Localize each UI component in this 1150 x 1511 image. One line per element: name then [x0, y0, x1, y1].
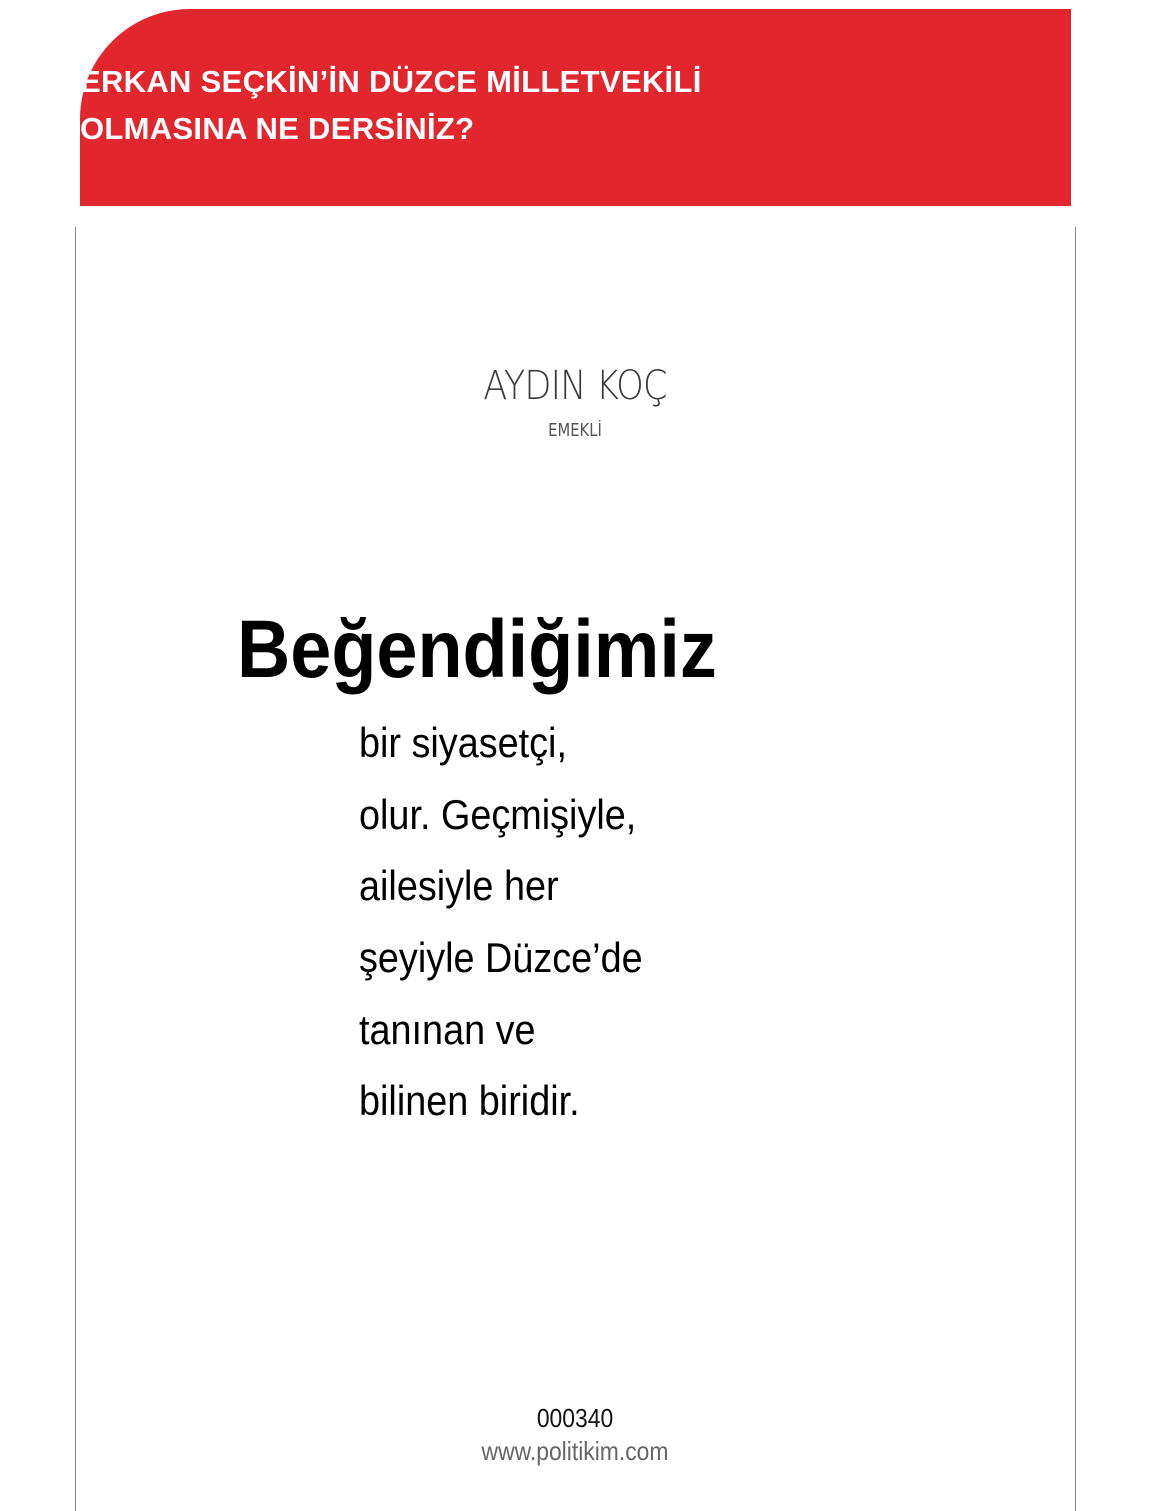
- author-name: AYDIN KOÇ: [483, 363, 667, 409]
- quote-line: olur. Geçmişiyle,: [359, 791, 637, 838]
- title-line-1: ERKAN SEÇKİN’İN DÜZCE MİLLETVEKİLİ: [80, 64, 702, 99]
- quote-headline: Beğendiğimiz: [237, 604, 717, 695]
- quote-line: ailesiyle her: [359, 862, 559, 909]
- quote-line: şeyiyle Düzce’de: [359, 934, 643, 981]
- right-divider: [1075, 227, 1076, 1511]
- title-line-2: OLMASINA NE DERSİNİZ?: [80, 111, 475, 146]
- document-code: 000340: [536, 1403, 614, 1433]
- quote-line: bilinen biridir.: [359, 1077, 580, 1124]
- page-title: [80, 58, 880, 152]
- website-link[interactable]: www.politikim.com: [481, 1436, 669, 1466]
- quote-line: bir siyasetçi,: [359, 719, 567, 766]
- left-divider: [75, 227, 76, 1511]
- quote-line: tanınan ve: [359, 1006, 536, 1053]
- author-occupation: EMEKLİ: [548, 420, 602, 441]
